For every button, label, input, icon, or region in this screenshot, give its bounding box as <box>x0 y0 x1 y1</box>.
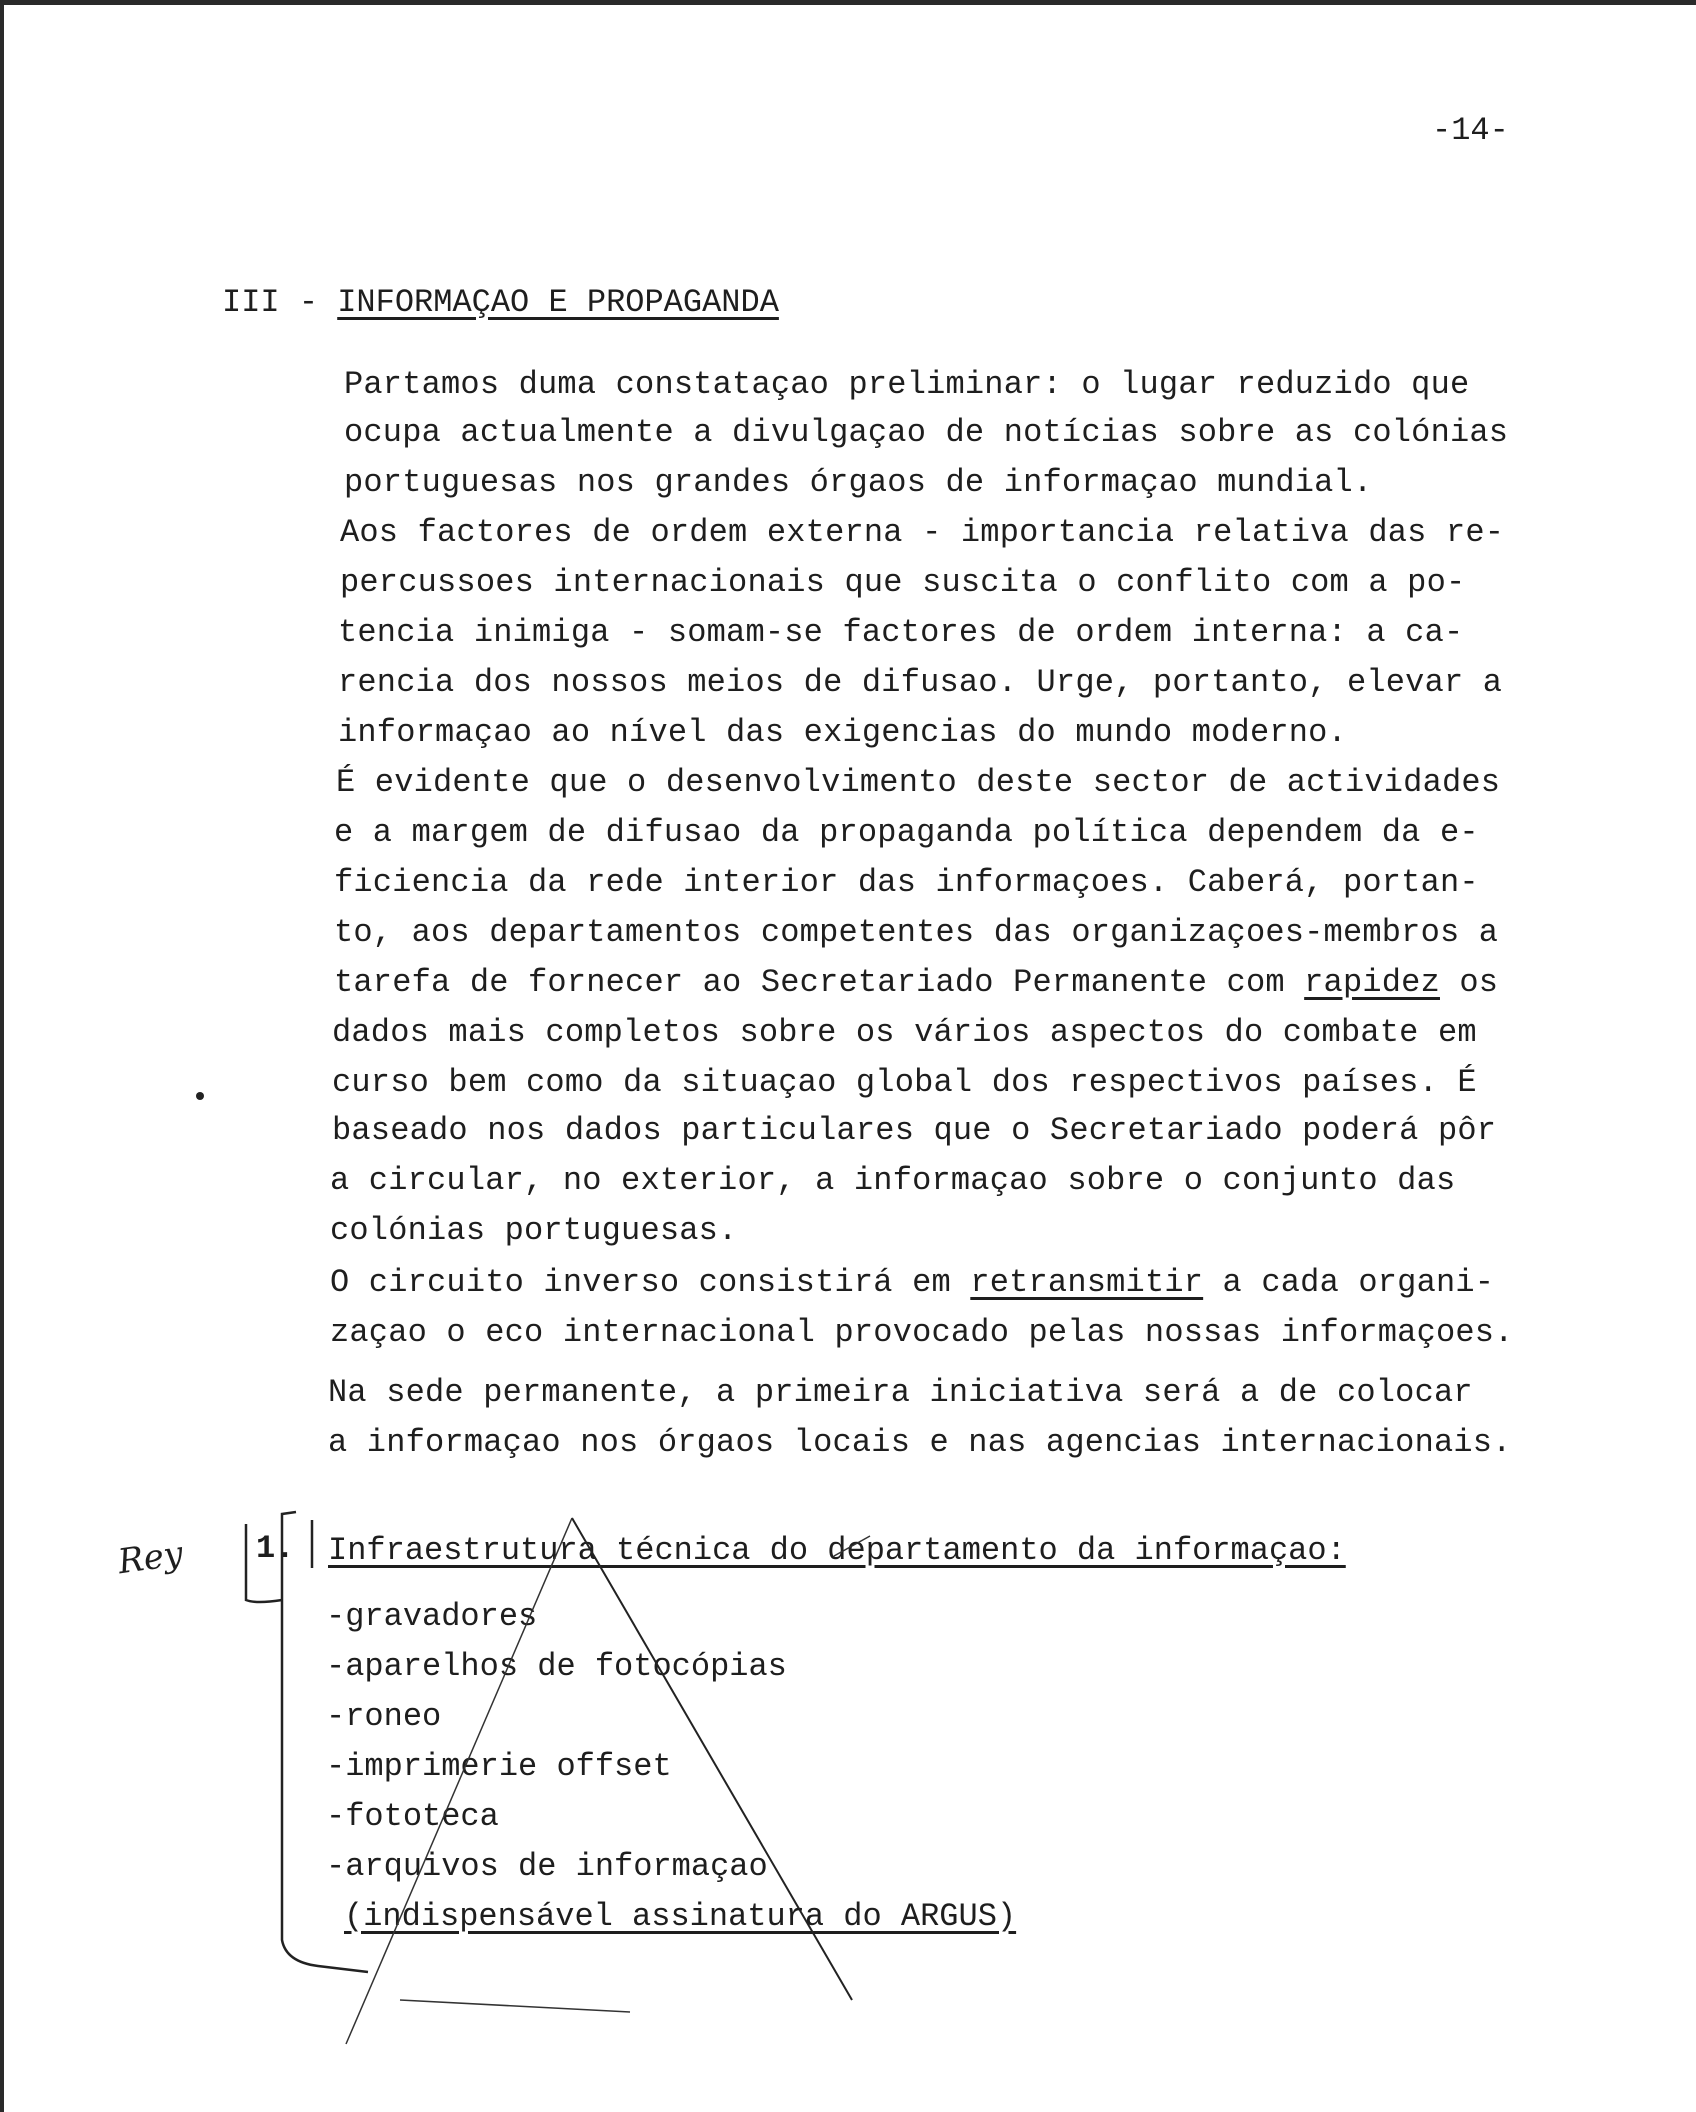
line-text: ficiencia da rede interior das informaçoes. Caberá, portan- <box>334 864 1479 901</box>
line-text: tencia inimiga - somam-se factores de ordem interna: a ca- <box>338 614 1464 651</box>
line-text: Partamos duma constataçao preliminar: o lugar reduzido que <box>344 366 1470 403</box>
line-text: ocupa actualmente a divulgaçao de notícias sobre as colónias <box>344 414 1509 451</box>
list-item: -gravadores <box>326 1598 538 1635</box>
section-title: INFORMAÇAO E PROPAGANDA <box>337 284 779 321</box>
line-text: Na sede permanente, a primeira iniciativa será a de colocar <box>328 1374 1473 1411</box>
pen-stroke <box>400 2000 630 2012</box>
underlined-word: rapidez <box>1304 964 1440 1001</box>
ink-dot <box>196 1092 204 1100</box>
line-text: percussoes internacionais que suscita o conflito com a po- <box>340 564 1466 601</box>
line-text: Aos factores de ordem externa - importancia relativa das re- <box>340 514 1505 551</box>
line-text: colónias portuguesas. <box>330 1212 738 1249</box>
section-numeral: III - <box>222 284 319 321</box>
list-item: -imprimerie offset <box>326 1748 672 1785</box>
list-number: 1. <box>256 1530 295 1567</box>
line-text: tarefa de fornecer ao Secretariado Permanente com <box>334 964 1305 1001</box>
underlined-word: retransmitir <box>970 1264 1204 1301</box>
line-text: baseado nos dados particulares que o Secretariado poderá pôr <box>332 1112 1497 1149</box>
line-text: O circuito inverso consistirá em <box>330 1264 971 1301</box>
line-text: to, aos departamentos competentes das organizaçoes-membros a <box>334 914 1499 951</box>
list-item: -arquivos de informaçao <box>326 1848 768 1885</box>
line-text: portuguesas nos grandes órgaos de informaçao mundial. <box>344 464 1373 501</box>
line-text: curso bem como da situaçao global dos respectivos países. É <box>332 1064 1477 1101</box>
list-heading: Infraestrutura técnica do departamento da informaçao: <box>328 1532 1346 1569</box>
list-item: -roneo <box>326 1698 442 1735</box>
list-item: -aparelhos de fotocópias <box>326 1648 787 1685</box>
line-text: zaçao o eco internacional provocado pelas nossas informaçoes. <box>330 1314 1514 1351</box>
line-text: e a margem de difusao da propaganda política dependem da e- <box>334 814 1479 851</box>
pen-tick <box>834 1536 870 1556</box>
line-text: rencia dos nossos meios de difusao. Urge, portanto, elevar a <box>338 664 1503 701</box>
handwritten-margin-note: Rey <box>115 1533 186 1583</box>
list-note: (indispensável assinatura do ARGUS) <box>344 1898 1017 1935</box>
page-number: -14- <box>1432 112 1509 149</box>
line-text-tail: a cada organi- <box>1203 1264 1495 1301</box>
bracket-mark <box>282 1512 368 1972</box>
line-text: É evidente que o desenvolvimento deste sector de actividades <box>336 764 1501 801</box>
number-box-mark <box>246 1524 282 1602</box>
line-text: a informaçao nos órgaos locais e nas agencias internacionais. <box>328 1424 1512 1461</box>
cross-out-stroke <box>346 1518 572 2044</box>
line-text: dados mais completos sobre os vários aspectos do combate em <box>332 1014 1477 1051</box>
list-item: -fototeca <box>326 1798 499 1835</box>
line-text-tail: os <box>1439 964 1499 1001</box>
line-text: a circular, no exterior, a informaçao sobre o conjunto das <box>330 1162 1456 1199</box>
cross-out-stroke <box>572 1518 852 2000</box>
line-text: informaçao ao nível das exigencias do mundo moderno. <box>338 714 1347 751</box>
